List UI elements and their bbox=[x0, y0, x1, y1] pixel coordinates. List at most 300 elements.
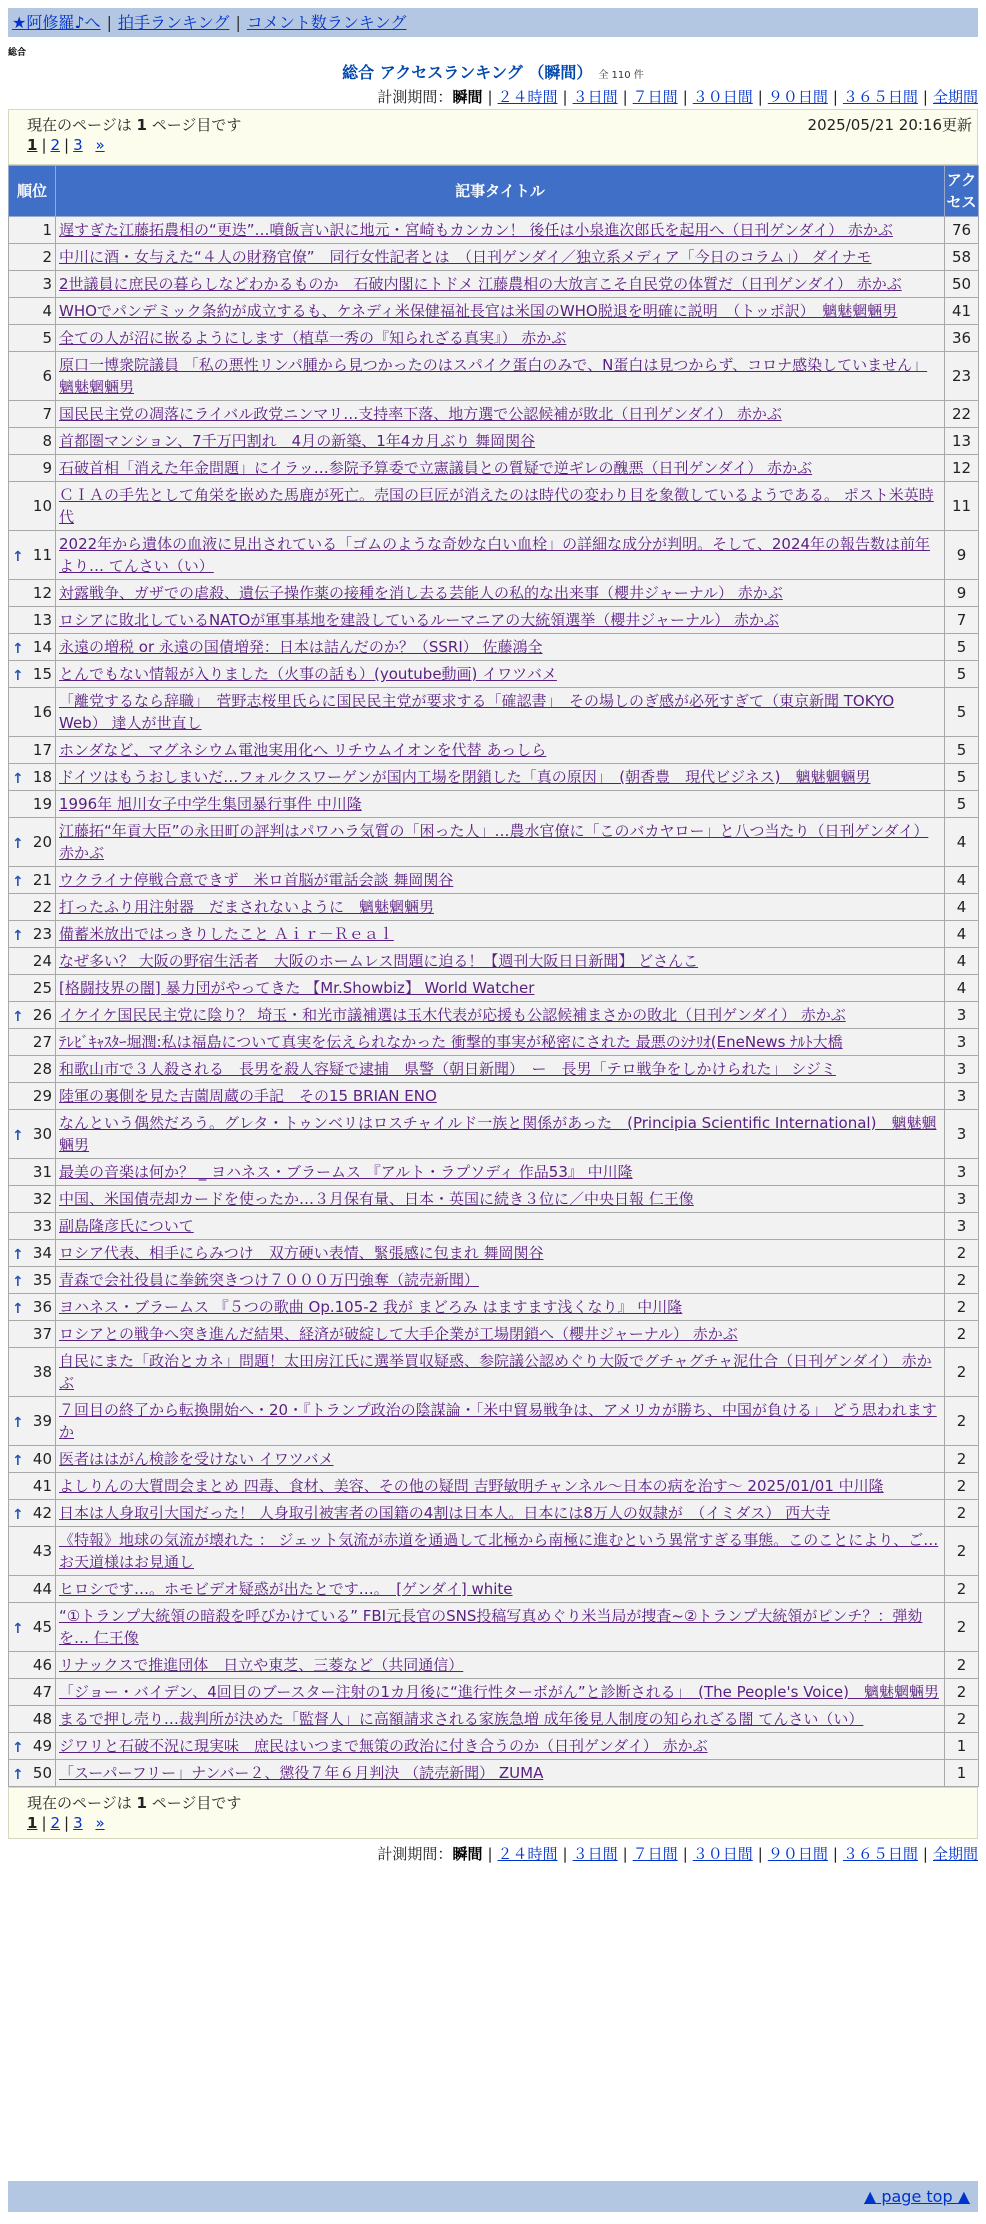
article-link[interactable]: 青森で会社役員に拳銃突きつけ７０００万円強奪（読売新聞） bbox=[59, 1271, 480, 1289]
table-row bbox=[9, 1576, 979, 1603]
rank-number: 10 bbox=[32, 497, 52, 515]
article-link[interactable]: “①トランプ大統領の暗殺を呼びかけている” FBI元長官のSNS投稿写真めぐり米当局が捜査~②トランプ大統領がピンチ？：弾劾を… 仁王像 bbox=[59, 1607, 923, 1647]
rank-cell bbox=[9, 455, 56, 482]
rank-number: 27 bbox=[32, 1033, 52, 1051]
article-link[interactable]: 副島隆彦氏について bbox=[59, 1217, 194, 1235]
rank-number: 13 bbox=[32, 611, 52, 629]
article-link[interactable]: イケイケ国民民主党に陰り？ 埼玉・和光市議補選は玉木代表が応援も公認候補まさかの敗北（日刊ゲンダイ） 赤かぶ bbox=[59, 1006, 846, 1024]
rank-number: 4 bbox=[42, 302, 52, 320]
article-link[interactable]: 「ジョー・バイデン、4回目のブースター注射の1カ月後に“進行性ターボがん”と診断される」 (The People's Voice) 魑魅魍魎男 bbox=[59, 1683, 939, 1701]
table-row bbox=[9, 1213, 979, 1240]
rank-cell bbox=[9, 1603, 56, 1652]
table-row bbox=[9, 634, 979, 661]
access-count: 4 bbox=[945, 921, 979, 948]
page-top-link[interactable]: ▲ page top ▲ bbox=[863, 2187, 970, 2206]
rank-number: 29 bbox=[32, 1087, 52, 1105]
rank-number: 12 bbox=[32, 584, 52, 602]
table-row bbox=[9, 894, 979, 921]
rank-cell bbox=[9, 580, 56, 607]
title-cell bbox=[56, 634, 945, 661]
article-link[interactable]: まるで押し売り…裁判所が決めた「監督人」に高額請求される家族急増 成年後見人制度の知られざる闇 てんさい（い） bbox=[59, 1710, 864, 1728]
pager-next[interactable]: » bbox=[95, 1814, 105, 1832]
article-link[interactable]: 首都圏マンション、7千万円割れ 4月の新築、1年4カ月ぶり 舞岡関谷 bbox=[59, 432, 536, 450]
article-link[interactable]: 石破首相「消えた年金問題」にイラッ…参院予算委で立憲議員との質疑で逆ギレの醜悪（日刊ゲンダイ） 赤かぶ bbox=[59, 459, 813, 477]
access-count: 2 bbox=[945, 1527, 979, 1576]
article-link[interactable]: リナックスで推進団体 日立や東芝、三菱など（共同通信） bbox=[59, 1656, 464, 1674]
pager-current: 1 bbox=[27, 136, 38, 154]
table-row bbox=[9, 975, 979, 1002]
rank-cell bbox=[9, 634, 56, 661]
pager-next[interactable]: » bbox=[95, 136, 105, 154]
table-row bbox=[9, 1002, 979, 1029]
rank-cell bbox=[9, 1110, 56, 1159]
article-link[interactable]: 和歌山市で３人殺される 長男を殺人容疑で逮捕 県警（朝日新聞） ー 長男「テロ戦争をしかけられた」 シジミ bbox=[59, 1060, 836, 1078]
period-label: 計測期間： bbox=[377, 1845, 453, 1863]
table-header-row bbox=[9, 166, 979, 217]
article-link[interactable]: ﾃﾚﾋﾞｷｬｽﾀｰ堀潤:私は福島について真実を伝えられなかった 衝撃的事実が秘密にされた 最悪のｼﾅﾘｵ(EneNews ﾅﾙﾄ大橋 bbox=[59, 1033, 843, 1051]
period-link-24h[interactable]: ２４時間 bbox=[497, 88, 558, 106]
table-row bbox=[9, 921, 979, 948]
article-link[interactable]: 2022年から遺体の血液に見出されている「ゴムのような奇妙な白い血栓」の詳細な成分が判明。そして、2024年の報告数は前年より… てんさい（い） bbox=[59, 535, 931, 575]
period-link-7d[interactable]: ７日間 bbox=[632, 88, 678, 106]
article-link[interactable]: 「離党するなら辞職」 菅野志桜里氏らに国民民主党が要求する「確認書」 その場しのぎ感が必死すぎて（東京新聞 TOKYO Web） 達人が世直し bbox=[59, 692, 895, 732]
page-info-bottom bbox=[8, 1787, 978, 1839]
article-link[interactable]: ウクライナ停戦合意できず 米ロ首脳が電話会談 舞岡関谷 bbox=[59, 871, 454, 889]
table-row bbox=[9, 661, 979, 688]
rank-cell bbox=[9, 737, 56, 764]
access-count: 2 bbox=[945, 1679, 979, 1706]
rank-number: 26 bbox=[32, 1006, 52, 1024]
article-link[interactable]: ヨハネス・ブラームス 『５つの歌曲 Op.105-2 我が まどろみ はますます浅くなり』 中川隆 bbox=[59, 1298, 683, 1316]
title-cell bbox=[56, 1397, 945, 1446]
table-row bbox=[9, 867, 979, 894]
rank-cell bbox=[9, 271, 56, 298]
up-arrow-icon: ↑ bbox=[12, 1507, 24, 1523]
title-cell bbox=[56, 791, 945, 818]
nav-link-asyura-home[interactable]: ★阿修羅♪へ bbox=[12, 13, 101, 32]
article-link[interactable]: 《特報》地球の気流が壊れた ： ジェット気流が赤道を通過して北極から南極に進むという異常すぎる事態。このことにより、ご… お天道様はお見通し bbox=[59, 1531, 939, 1571]
rank-cell bbox=[9, 1679, 56, 1706]
rank-cell bbox=[9, 352, 56, 401]
article-link[interactable]: 医者ははがん検診を受けない イワツバメ bbox=[59, 1450, 334, 1468]
access-count: 2 bbox=[945, 1706, 979, 1733]
page-info-top bbox=[8, 109, 978, 165]
rank-cell bbox=[9, 688, 56, 737]
table-row bbox=[9, 1029, 979, 1056]
rank-cell bbox=[9, 1029, 56, 1056]
rank-number: 48 bbox=[32, 1710, 52, 1728]
access-count: 2 bbox=[945, 1321, 979, 1348]
rank-cell bbox=[9, 1760, 56, 1787]
up-arrow-icon: ↑ bbox=[12, 1415, 24, 1431]
rank-number: 45 bbox=[32, 1618, 52, 1636]
access-count: 5 bbox=[945, 791, 979, 818]
rank-cell bbox=[9, 1056, 56, 1083]
period-link-30d[interactable]: ３０日間 bbox=[692, 88, 753, 106]
rank-cell bbox=[9, 1294, 56, 1321]
title-cell bbox=[56, 455, 945, 482]
rank-number: 3 bbox=[42, 275, 52, 293]
access-count: 3 bbox=[945, 1110, 979, 1159]
rank-cell bbox=[9, 428, 56, 455]
up-arrow-icon: ↑ bbox=[12, 1128, 24, 1144]
rank-cell bbox=[9, 1473, 56, 1500]
rank-number: 15 bbox=[32, 665, 52, 683]
table-row bbox=[9, 1110, 979, 1159]
rank-number: 46 bbox=[32, 1656, 52, 1674]
up-arrow-icon: ↑ bbox=[12, 549, 24, 565]
table-row bbox=[9, 1603, 979, 1652]
rank-cell bbox=[9, 1159, 56, 1186]
article-link[interactable]: 1996年 旭川女子中学生集団暴行事件 中川隆 bbox=[59, 795, 362, 813]
article-link[interactable]: ヒロシです…。ホモビデオ疑惑が出たとです…。 [ゲンダイ] white bbox=[59, 1580, 513, 1598]
current-page-text: 現在のページは 1 ページ目です bbox=[27, 1794, 242, 1812]
article-link[interactable]: 全ての人が沼に嵌るようにします（植草一秀の『知られざる真実』） 赤かぶ bbox=[59, 329, 567, 347]
rank-number: 25 bbox=[32, 979, 52, 997]
access-count: 5 bbox=[945, 764, 979, 791]
article-link[interactable]: 最美の音楽は何か？ _ ヨハネス・ブラームス 『アルト・ラプソディ 作品53』 中川隆 bbox=[59, 1163, 633, 1181]
access-count: 2 bbox=[945, 1294, 979, 1321]
table-row bbox=[9, 1240, 979, 1267]
table-row bbox=[9, 482, 979, 531]
rank-number: 1 bbox=[42, 221, 52, 239]
access-count: 2 bbox=[945, 1603, 979, 1652]
title-cell bbox=[56, 1294, 945, 1321]
article-link[interactable]: [格闘技界の闇] 暴力団がやってきた 【Mr.Showbiz】 World Watcher bbox=[59, 979, 535, 997]
title-cell bbox=[56, 1527, 945, 1576]
rank-number: 14 bbox=[32, 638, 52, 656]
access-count: 4 bbox=[945, 894, 979, 921]
period-link-30d[interactable]: ３０日間 bbox=[692, 1845, 753, 1863]
rank-cell bbox=[9, 1527, 56, 1576]
table-row bbox=[9, 580, 979, 607]
rank-number: 5 bbox=[42, 329, 52, 347]
pager-link-2[interactable]: 2 bbox=[50, 1814, 61, 1832]
pager-link-3[interactable]: 3 bbox=[73, 136, 83, 154]
rank-number: 24 bbox=[32, 952, 52, 970]
table-row bbox=[9, 428, 979, 455]
rank-cell bbox=[9, 1576, 56, 1603]
access-count: 3 bbox=[945, 1186, 979, 1213]
title-cell bbox=[56, 428, 945, 455]
period-link-24h[interactable]: ２４時間 bbox=[497, 1845, 558, 1863]
access-count: 11 bbox=[945, 482, 979, 531]
period-label: 計測期間： bbox=[377, 88, 453, 106]
rank-cell bbox=[9, 1002, 56, 1029]
access-count: 3 bbox=[945, 1213, 979, 1240]
period-link-90d[interactable]: ９０日間 bbox=[767, 1845, 828, 1863]
table-row bbox=[9, 688, 979, 737]
title-cell bbox=[56, 975, 945, 1002]
title-cell bbox=[56, 271, 945, 298]
period-link-365d[interactable]: ３６５日間 bbox=[842, 1845, 918, 1863]
rank-number: 17 bbox=[32, 741, 52, 759]
rank-number: 11 bbox=[32, 546, 52, 564]
table-row bbox=[9, 1159, 979, 1186]
title-cell bbox=[56, 1446, 945, 1473]
title-cell bbox=[56, 482, 945, 531]
rank-cell bbox=[9, 1733, 56, 1760]
period-link-3d[interactable]: ３日間 bbox=[572, 88, 618, 106]
article-link[interactable]: 日本は人身取引大国だった！ 人身取引被害者の国籍の4割は日本人。日本には8万人の奴隷が （イミダス） 西大寺 bbox=[59, 1504, 831, 1522]
ranking-table bbox=[8, 165, 979, 1787]
rank-number: 2 bbox=[42, 248, 52, 266]
rank-number: 38 bbox=[32, 1363, 52, 1381]
rank-number: 41 bbox=[32, 1477, 52, 1495]
period-link-all[interactable]: 全期間 bbox=[932, 88, 978, 106]
period-link-7d[interactable]: ７日間 bbox=[632, 1845, 678, 1863]
pager-link-3[interactable]: 3 bbox=[73, 1814, 83, 1832]
table-row bbox=[9, 1706, 979, 1733]
title-cell bbox=[56, 1159, 945, 1186]
title-cell bbox=[56, 1733, 945, 1760]
article-link[interactable]: 国民民主党の凋落にライバル政党ニンマリ…支持率下落、地方選で公認候補が敗北（日刊ゲンダイ） 赤かぶ bbox=[59, 405, 782, 423]
access-count: 22 bbox=[945, 401, 979, 428]
nav-separator: | bbox=[106, 13, 112, 32]
rank-cell bbox=[9, 948, 56, 975]
rank-cell bbox=[9, 1397, 56, 1446]
access-count: 3 bbox=[945, 1002, 979, 1029]
rank-number: 39 bbox=[32, 1412, 52, 1430]
access-count: 5 bbox=[945, 737, 979, 764]
pager-bottom: 1 | 2 | 3 » bbox=[27, 1814, 105, 1832]
article-link[interactable]: 原口一博衆院議員 「私の悪性リンパ腫から見つかったのはスパイク蛋白のみで、N蛋白は見つからず、コロナ感染していません」 魑魅魍魎男 bbox=[59, 356, 928, 396]
title-cell bbox=[56, 1652, 945, 1679]
up-arrow-icon: ↑ bbox=[12, 928, 24, 944]
rank-number: 19 bbox=[32, 795, 52, 813]
rank-number: 43 bbox=[32, 1542, 52, 1560]
up-arrow-icon: ↑ bbox=[12, 1740, 24, 1756]
up-arrow-icon: ↑ bbox=[12, 1453, 24, 1469]
article-link[interactable]: 2世議員に庶民の暮らしなどわかるものか 石破内閣にトドメ 江藤農相の大放言こそ自民党の体質だ（日刊ゲンダイ） 赤かぶ bbox=[59, 275, 902, 293]
access-count: 36 bbox=[945, 325, 979, 352]
table-row bbox=[9, 352, 979, 401]
page-title bbox=[0, 60, 986, 83]
article-link[interactable]: ロシアとの戦争へ突き進んだ結果、経済が破綻して大手企業が工場閉鎖へ（櫻井ジャーナル） 赤かぶ bbox=[59, 1325, 738, 1343]
table-row bbox=[9, 1527, 979, 1576]
rank-cell bbox=[9, 244, 56, 271]
period-link-365d[interactable]: ３６５日間 bbox=[842, 88, 918, 106]
article-link[interactable]: 遅すぎた江藤拓農相の“更迭”…噴飯言い訳に地元・宮崎もカンカン！ 後任は小泉進次郎氏を起用へ（日刊ゲンダイ） 赤かぶ bbox=[59, 221, 893, 239]
article-link[interactable]: 「スーパーフリー」ナンバー２、懲役７年６月判決 （読売新聞） ZUMA bbox=[59, 1764, 544, 1782]
rank-number: 37 bbox=[32, 1325, 52, 1343]
header-rank: 順位 bbox=[9, 166, 56, 217]
rank-number: 32 bbox=[32, 1190, 52, 1208]
up-arrow-icon: ↑ bbox=[12, 1621, 24, 1637]
updated-timestamp: 2025/05/21 20:16更新 bbox=[807, 116, 972, 134]
rank-number: 35 bbox=[32, 1271, 52, 1289]
nav-link-applause-ranking[interactable]: 拍手ランキング bbox=[117, 13, 230, 32]
rank-cell bbox=[9, 401, 56, 428]
rank-cell bbox=[9, 607, 56, 634]
access-count: 5 bbox=[945, 634, 979, 661]
title-cell bbox=[56, 764, 945, 791]
article-link[interactable]: ＣＩＡの手先として角栄を嵌めた馬鹿が死亡。売国の巨匠が消えたのは時代の変わり目を象徴しているようである。 ポスト米英時代 bbox=[59, 486, 934, 526]
article-link[interactable]: WHOでパンデミック条約が成立するも、ケネディ米保健福祉長官は米国のWHO脱退を明確に説明 （トッポ訳） 魑魅魍魎男 bbox=[59, 302, 898, 320]
rank-number: 9 bbox=[42, 459, 52, 477]
title-cell bbox=[56, 1348, 945, 1397]
title-cell bbox=[56, 1267, 945, 1294]
article-link[interactable]: ７回目の終了から転換開始へ・20・『トランプ政治の陰謀論・「米中貿易戦争は、アメリカが勝ち、中国が負ける」 どう思われますか bbox=[59, 1401, 937, 1441]
access-count: 7 bbox=[945, 607, 979, 634]
rank-number: 50 bbox=[32, 1764, 52, 1782]
title-cell bbox=[56, 531, 945, 580]
rank-number: 42 bbox=[32, 1504, 52, 1522]
current-page-text: 現在のページは 1 ページ目です bbox=[27, 116, 242, 134]
up-arrow-icon: ↑ bbox=[12, 771, 24, 787]
table-row bbox=[9, 325, 979, 352]
article-link[interactable]: 陸軍の裏側を見た吉薗周蔵の手記 その15 BRIAN ENO bbox=[59, 1087, 437, 1105]
table-row bbox=[9, 791, 979, 818]
title-cell bbox=[56, 1679, 945, 1706]
rank-cell bbox=[9, 1706, 56, 1733]
up-arrow-icon: ↑ bbox=[12, 1767, 24, 1783]
rank-number: 16 bbox=[32, 703, 52, 721]
title-cell bbox=[56, 298, 945, 325]
article-link[interactable]: よしりんの大質問会まとめ 四毒、食材、美容、その他の疑問 吉野敏明チャンネル～日本の病を治す～ 2025/01/01 中川隆 bbox=[59, 1477, 884, 1495]
rank-cell bbox=[9, 921, 56, 948]
article-link[interactable]: とんでもない情報が入りました（火事の話も）(youtube動画) イワツバメ bbox=[59, 665, 557, 683]
table-row bbox=[9, 401, 979, 428]
title-cell bbox=[56, 352, 945, 401]
title-cell bbox=[56, 401, 945, 428]
access-count: 3 bbox=[945, 1083, 979, 1110]
title-cell bbox=[56, 1002, 945, 1029]
rank-number: 44 bbox=[32, 1580, 52, 1598]
rank-cell bbox=[9, 531, 56, 580]
ranking-title: 総合 アクセスランキング （瞬間） bbox=[342, 63, 593, 82]
article-link[interactable]: なぜ多い？ 大阪の野宿生活者 大阪のホームレス問題に迫る！【週刊大阪日日新聞】 どさんこ bbox=[59, 952, 699, 970]
title-cell bbox=[56, 244, 945, 271]
title-cell bbox=[56, 1473, 945, 1500]
access-count: 76 bbox=[945, 217, 979, 244]
table-row bbox=[9, 948, 979, 975]
rank-cell bbox=[9, 1186, 56, 1213]
table-row bbox=[9, 244, 979, 271]
access-count: 3 bbox=[945, 1029, 979, 1056]
up-arrow-icon: ↑ bbox=[12, 668, 24, 684]
article-link[interactable]: なんという偶然だろう。グレタ・トゥンベリはロスチャイルド一族と関係があった (Principia Scientific International) 魑魅魍魎男 bbox=[59, 1114, 937, 1154]
period-selector-bottom: 計測期間：瞬間 | ２４時間 | ３日間 | ７日間 | ３０日間 | ９０日間 | ３６５日間 | 全期間 bbox=[377, 1845, 978, 1863]
title-cell bbox=[56, 580, 945, 607]
article-link[interactable]: 江藤拓“年貢大臣”の永田町の評判はパワハラ気質の「困った人」…農水官僚に「このバカヤロー」と八つ当たり（日刊ゲンダイ） 赤かぶ bbox=[59, 822, 929, 862]
rank-cell bbox=[9, 1500, 56, 1527]
table-row bbox=[9, 1733, 979, 1760]
rank-number: 49 bbox=[32, 1737, 52, 1755]
title-cell bbox=[56, 217, 945, 244]
up-arrow-icon: ↑ bbox=[12, 1274, 24, 1290]
pager-top: 1 | 2 | 3 » bbox=[27, 136, 105, 154]
up-arrow-icon: ↑ bbox=[12, 641, 24, 657]
rank-cell bbox=[9, 975, 56, 1002]
title-cell bbox=[56, 1321, 945, 1348]
access-count: 2 bbox=[945, 1446, 979, 1473]
access-count: 4 bbox=[945, 818, 979, 867]
table-row bbox=[9, 1652, 979, 1679]
access-count: 3 bbox=[945, 1056, 979, 1083]
article-link[interactable]: ジワリと石破不況に現実味 庶民はいつまで無策の政治に付き合うのか（日刊ゲンダイ） 赤かぶ bbox=[59, 1737, 708, 1755]
table-row bbox=[9, 607, 979, 634]
table-row bbox=[9, 1056, 979, 1083]
rank-cell bbox=[9, 818, 56, 867]
nav-link-comment-ranking[interactable]: コメント数ランキング bbox=[246, 13, 407, 32]
access-count: 12 bbox=[945, 455, 979, 482]
article-link[interactable]: ホンダなど、マグネシウム電池実用化へ リチウムイオンを代替 あっしら bbox=[59, 741, 547, 759]
rank-cell bbox=[9, 791, 56, 818]
article-link[interactable]: 中国、米国債売却カードを使ったか…３月保有量、日本・英国に続き３位に／中央日報 仁王像 bbox=[59, 1190, 694, 1208]
access-count: 2 bbox=[945, 1473, 979, 1500]
period-link-all[interactable]: 全期間 bbox=[932, 1845, 978, 1863]
rank-cell bbox=[9, 764, 56, 791]
title-cell bbox=[56, 607, 945, 634]
title-cell bbox=[56, 948, 945, 975]
title-cell bbox=[56, 1186, 945, 1213]
rank-number: 22 bbox=[32, 898, 52, 916]
access-count: 41 bbox=[945, 298, 979, 325]
article-link[interactable]: ロシアに敗北しているNATOが軍事基地を建設しているルーマニアの大統領選挙（櫻井ジャーナル） 赤かぶ bbox=[59, 611, 780, 629]
period-link-90d[interactable]: ９０日間 bbox=[767, 88, 828, 106]
pager-current: 1 bbox=[27, 1814, 38, 1832]
table-row bbox=[9, 1186, 979, 1213]
article-link[interactable]: 自民にまた「政治とカネ」問題！太田房江氏に選挙買収疑惑、参院議公認めぐり大阪でグチャグチャ泥仕合（日刊ゲンダイ） 赤かぶ bbox=[59, 1352, 932, 1392]
rank-number: 20 bbox=[32, 833, 52, 851]
title-cell bbox=[56, 737, 945, 764]
access-count: 2 bbox=[945, 1240, 979, 1267]
title-cell bbox=[56, 688, 945, 737]
access-count: 5 bbox=[945, 661, 979, 688]
category-label: 総合 bbox=[8, 48, 27, 58]
title-cell bbox=[56, 818, 945, 867]
rank-number: 6 bbox=[42, 367, 52, 385]
table-row bbox=[9, 1294, 979, 1321]
header-title: 記事タイトル bbox=[56, 166, 945, 217]
article-link[interactable]: 永遠の増税 or 永遠の国債増発：日本は詰んだのか？（SSRI） 佐藤鴻全 bbox=[59, 638, 543, 656]
article-link[interactable]: 中川に酒・女与えた“４人の財務官僚” 同行女性記者とは （日刊ゲンダイ／独立系メディア「今日のコラム」） ダイナモ bbox=[59, 248, 872, 266]
article-link[interactable]: 対露戦争、ガザでの虐殺、遺伝子操作薬の接種を消し去る芸能人の私的な出来事（櫻井ジャーナル） 赤かぶ bbox=[59, 584, 783, 602]
access-count: 2 bbox=[945, 1348, 979, 1397]
rank-number: 28 bbox=[32, 1060, 52, 1078]
table-row bbox=[9, 764, 979, 791]
title-cell bbox=[56, 894, 945, 921]
rank-number: 33 bbox=[32, 1217, 52, 1235]
article-link[interactable]: 備蓄米放出ではっきりしたこと Ａｉｒ－Ｒｅａｌ bbox=[59, 925, 394, 943]
rank-cell bbox=[9, 1240, 56, 1267]
access-count: 2 bbox=[945, 1500, 979, 1527]
up-arrow-icon: ↑ bbox=[12, 1247, 24, 1263]
title-cell bbox=[56, 1576, 945, 1603]
pager-link-2[interactable]: 2 bbox=[50, 136, 61, 154]
nav-separator: | bbox=[235, 13, 241, 32]
table-row bbox=[9, 1397, 979, 1446]
access-count: 2 bbox=[945, 1652, 979, 1679]
article-link[interactable]: 打ったふり用注射器 だまされないように 魑魅魍魎男 bbox=[59, 898, 435, 916]
table-row bbox=[9, 531, 979, 580]
access-count: 4 bbox=[945, 948, 979, 975]
rank-cell bbox=[9, 1348, 56, 1397]
top-nav-bar bbox=[8, 8, 978, 37]
table-row bbox=[9, 217, 979, 244]
article-link[interactable]: ドイツはもうおしまいだ…フォルクスワーゲンが国内工場を閉鎖した「真の原因」 (朝香豊 現代ビジネス) 魑魅魍魎男 bbox=[59, 768, 871, 786]
access-count: 1 bbox=[945, 1733, 979, 1760]
period-link-3d[interactable]: ３日間 bbox=[572, 1845, 618, 1863]
access-count: 1 bbox=[945, 1760, 979, 1787]
access-count: 13 bbox=[945, 428, 979, 455]
title-cell bbox=[56, 1240, 945, 1267]
title-cell bbox=[56, 1500, 945, 1527]
rank-cell bbox=[9, 1446, 56, 1473]
up-arrow-icon: ↑ bbox=[12, 1301, 24, 1317]
article-link[interactable]: ロシア代表、相手にらみつけ 双方硬い表情、緊張感に包まれ 舞岡関谷 bbox=[59, 1244, 544, 1262]
